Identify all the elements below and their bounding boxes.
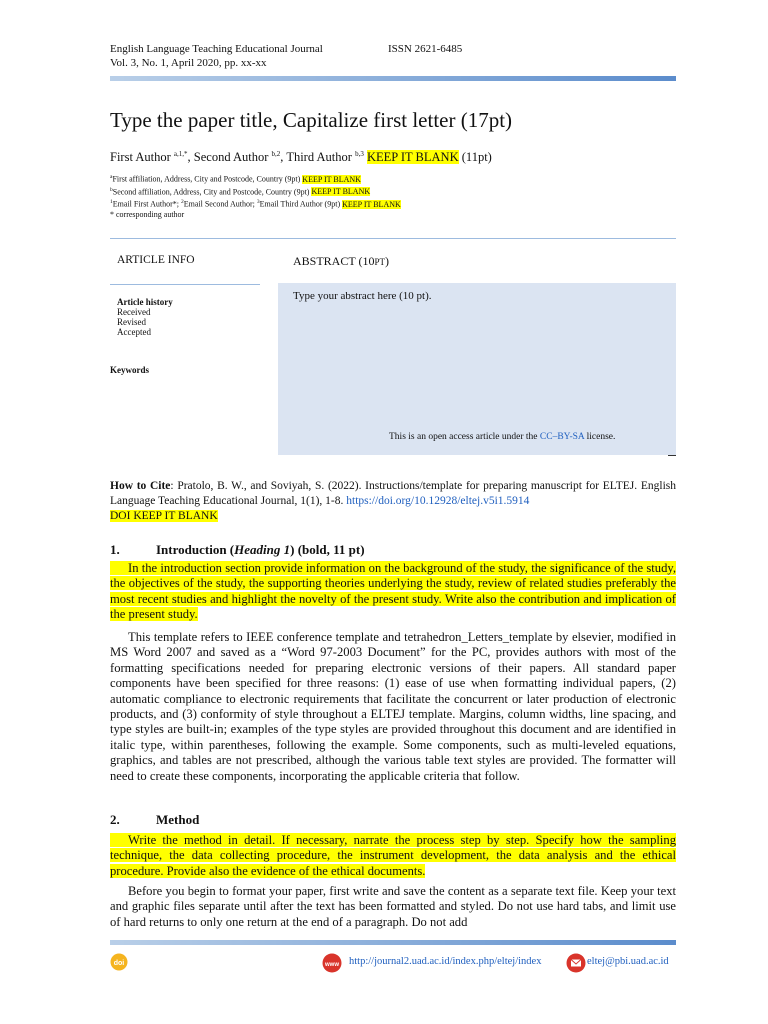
affil-1-keep: KEEP IT BLANK: [302, 174, 361, 184]
section-1-title-c: ) (bold, 11 pt): [290, 542, 365, 557]
history-accepted: Accepted: [117, 327, 151, 337]
keywords-label: Keywords: [110, 365, 149, 375]
email-1-text: Email First Author*;: [112, 199, 181, 209]
cite-doi-link[interactable]: https://doi.org/10.12928/eltej.v5i1.5914: [346, 495, 530, 507]
affiliation-2: [110, 185, 401, 198]
author-1: First Author: [110, 150, 171, 165]
abstract-text: Type your abstract here (10 pt).: [293, 290, 432, 302]
method-paragraph-2: [110, 884, 676, 930]
email-3-sup: 3: [256, 199, 260, 206]
affil-2-keep: KEEP IT BLANK: [311, 187, 371, 197]
info-left-rule: [110, 284, 260, 285]
license-suffix: license.: [584, 432, 616, 442]
method-p2-text: Before you begin to format your paper, first write and save the content as a separate text file. Keep your text and graphic files separate until after the text has been formatted and styled. Do not use hard tabs, and limit use of hard returns to only one return at the end of a paragraph. Do not add: [110, 884, 676, 929]
paper-title: Type the paper title, Capitalize first letter (17pt): [110, 108, 513, 132]
affiliation-emails: [110, 197, 401, 210]
cite-doi-keep: DOI KEEP IT BLANK: [110, 510, 218, 522]
affil-2-text: Second affiliation, Address, City and Postcode, Country (9pt): [112, 187, 310, 197]
license-prefix: This is an open access article under the: [389, 432, 540, 442]
section-2-heading: [110, 812, 199, 828]
intro-paragraph-2: [110, 630, 676, 784]
section-1-number: 1.: [110, 542, 120, 557]
method-p1-text: Write the method in detail. If necessary, narrate the process step by step. Specify how the sampling technique, the data collecting procedure, the instrument development, the data analysis and the ethical procedure. Provide also the evidence of the ethical documents.: [110, 833, 676, 878]
abstract-end-mark: [668, 455, 676, 456]
intro-p2-text: This template refers to IEEE conference template and tetrahedron_Letters_template by elsevier, modified in MS Word 2007 and saved as a “Word 97-2003 Document” for the PC, provides authors with most of the formatting specifications needed for preparing electronic versions of their papers. All standard paper components have been specified for three reasons: (1) ease of use when formatting individual papers, (2) automatic compliance to electronic requirements that facilitate the concurrent or later production of electronic products, and (3) conformity of style throughout a ELTEJ template. Margins, column widths, line spacing, and type styles are built-in; examples of the type styles are provided throughout this document and are identified in italic type, within parentheses, following the example. Some components, such as multi-leveled equations, graphics, and tables are not prescribed, although the various table text styles are provided. The formatter will need to create these components, incorporating the applicable criteria that follow.: [110, 630, 676, 783]
history-label: Article history: [117, 297, 173, 307]
author-line: [110, 145, 492, 166]
abstract-heading-small: PT: [374, 257, 385, 267]
footer-bar: [110, 940, 676, 945]
author-2: , Second Author: [187, 150, 269, 165]
article-history: [117, 297, 173, 337]
abstract-heading: [293, 254, 389, 269]
journal-url-link[interactable]: http://journal2.uad.ac.id/index.php/eltej/index: [349, 956, 542, 967]
abstract-heading-main: ABSTRACT (10: [293, 254, 375, 268]
abstract-heading-end: ): [384, 254, 389, 268]
intro-p1-text: In the introduction section provide information on the background of the study, the significance of the study, the objectives of the study, the supporting theories underlying the study, review of related studies preferably the most recent studies and highlight the novelty of the present study. Write also the contribution and implication of the present study.: [110, 561, 676, 622]
author-3-sup: b,3: [355, 150, 364, 158]
info-top-rule: [110, 238, 676, 239]
history-received: Received: [117, 307, 151, 317]
email-2-sup: 2: [180, 199, 184, 206]
mail-icon: [566, 953, 586, 973]
license-link[interactable]: CC–BY-SA: [539, 432, 585, 442]
author-2-sup: b,2: [271, 150, 281, 158]
email-2-text: Email Second Author;: [183, 199, 257, 209]
journal-name: English Language Teaching Educational Journal: [110, 43, 323, 55]
method-paragraph-1: [110, 833, 676, 879]
author-1-sup: a,1,*: [173, 150, 188, 158]
how-to-cite: [110, 479, 676, 524]
cite-text: : Pratolo, B. W., and Soviyah, S. (2022). Instructions/template for preparing manuscript for ELTEJ. English Language Teaching Educational Journal, 1(1), 1-8.: [110, 480, 676, 507]
journal-volume: Vol. 3, No. 1, April 2020, pp. xx-xx: [110, 57, 267, 69]
doi-logo-text: doi: [113, 960, 125, 967]
header-bar: [110, 76, 676, 81]
corresponding-author-note: * corresponding author: [110, 209, 185, 219]
www-globe-icon: [322, 953, 342, 973]
section-2-title: Method: [156, 812, 200, 827]
section-1-title-a: Introduction (: [156, 542, 235, 557]
abstract-box: [278, 283, 676, 455]
affiliations: [110, 172, 401, 220]
author-size-note: (11pt): [461, 150, 492, 165]
affil-1-text: First affiliation, Address, City and Postcode, Country (9pt): [112, 174, 301, 184]
journal-issn: ISSN 2621-6485: [388, 43, 463, 55]
section-2-number: 2.: [110, 812, 120, 827]
email-1-sup: 1: [110, 199, 113, 206]
section-1-title-b: Heading 1: [234, 542, 291, 557]
history-revised: Revised: [117, 317, 146, 327]
author-3: , Third Author: [280, 150, 352, 165]
intro-paragraph-1: [110, 561, 676, 623]
license-note: [389, 432, 615, 442]
www-logo-text: www: [324, 962, 340, 968]
keep-blank-highlight: KEEP IT BLANK: [366, 150, 459, 165]
email-3-text: Email Third Author (9pt): [259, 199, 341, 209]
affiliation-1: [110, 172, 401, 185]
doi-logo-icon: [110, 953, 128, 971]
affil-2-sup: b: [110, 186, 113, 193]
journal-email-link[interactable]: eltej@pbi.uad.ac.id: [587, 956, 669, 967]
affil-1-sup: a: [110, 174, 113, 180]
cite-label: How to Cite: [110, 480, 171, 492]
affil-3-keep: KEEP IT BLANK: [342, 199, 401, 209]
journal-header: [110, 42, 463, 70]
section-1-heading: [110, 542, 365, 558]
article-info-heading: ARTICLE INFO: [117, 254, 195, 266]
